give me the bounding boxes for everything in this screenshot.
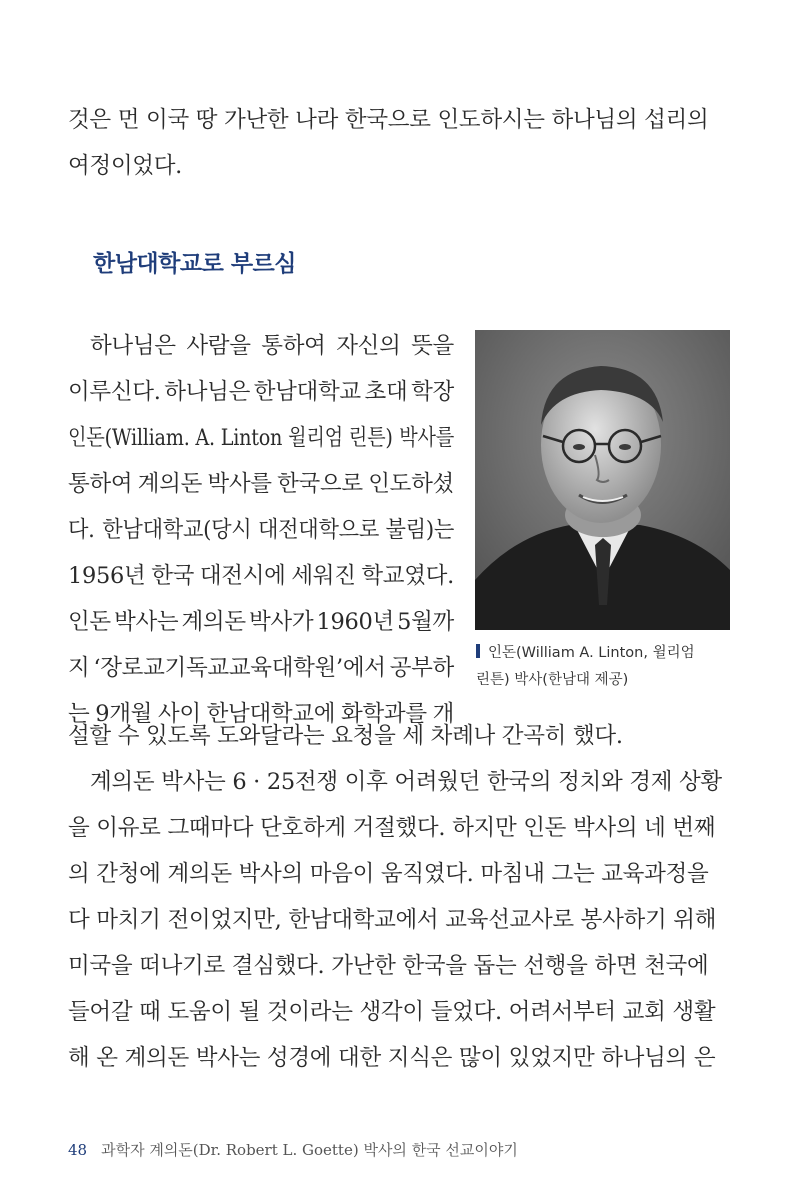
- wrapped-line: [90, 331, 454, 361]
- word: 하나님은: [90, 333, 176, 359]
- word: 사이: [157, 701, 201, 727]
- body-line: 의 간청에 계의돈 박사의 마음이 움직였다. 마침내 그는 교육과정을: [68, 861, 709, 887]
- word: 한남대학교(당시 대전대학으로 불림)는: [102, 517, 454, 543]
- portrait-illustration: [475, 330, 730, 630]
- wrapped-line: [68, 653, 454, 683]
- intro-line-2: 여정이었다.: [68, 153, 183, 179]
- photo-caption: [476, 640, 736, 694]
- word: 9개월: [95, 701, 153, 727]
- word: 인도하셨: [368, 471, 454, 497]
- wrapped-line: [68, 607, 454, 637]
- body-line: 을 이유로 그때마다 단호하게 거절했다. 하지만 인돈 박사의 네 번째: [68, 815, 716, 841]
- word: ‘장로교기독교교육대학원’에서: [93, 655, 386, 681]
- body-line: 계의돈 박사는 6 · 25전쟁 이후 어려웠던 한국의 정치와 경제 상황: [90, 769, 722, 795]
- caption-marker: [476, 644, 480, 658]
- word: 인돈(William. A. Linton 윌리엄 린튼): [68, 425, 393, 451]
- word: 한남대학교: [253, 379, 361, 405]
- word: 박사가: [248, 609, 314, 635]
- word: 한국으로: [277, 471, 363, 497]
- word: 학장: [411, 379, 454, 405]
- word: 초대: [364, 379, 408, 405]
- body-line: 해 온 계의돈 박사는 성경에 대한 지식은 많이 있었지만 하나님의 은: [68, 1045, 716, 1071]
- wrapped-line: [68, 561, 454, 591]
- word: 통하여: [261, 333, 326, 359]
- word: 박사는: [114, 609, 179, 635]
- caption-line-1: 인돈(William A. Linton, 윌리엄: [488, 645, 695, 661]
- word: 한국: [151, 563, 195, 589]
- word: 하나님은: [164, 379, 251, 405]
- word: 1960년: [316, 609, 394, 635]
- word: 5월까: [397, 609, 454, 635]
- word: 다.: [68, 517, 95, 543]
- page-footer: [68, 1139, 518, 1160]
- book-title: 과학자 계의돈(Dr. Robert L. Goette) 박사의 한국 선교이야기: [101, 1141, 518, 1159]
- body-line: 설할 수 있도록 도와달라는 요청을 세 차례나 간곡히 했다.: [68, 723, 623, 749]
- body-line: 다 마치기 전이었지만, 한남대학교에서 교육선교사로 봉사하기 위해: [68, 907, 717, 933]
- word: 지: [68, 655, 90, 681]
- wrapped-line: [68, 469, 454, 499]
- word: 세워진: [291, 563, 356, 589]
- word: 공부하: [389, 655, 454, 681]
- intro-line-1: 것은 먼 이국 땅 가난한 나라 한국으로 인도하시는 하나님의 섭리의: [68, 107, 709, 133]
- word: 인돈: [68, 609, 111, 635]
- word: 대전시에: [199, 563, 286, 589]
- body-line: 들어갈 때 도움이 될 것이라는 생각이 들었다. 어려서부터 교회 생활: [68, 999, 716, 1025]
- word: 학교였다.: [361, 563, 454, 589]
- word: 이루신다.: [68, 379, 161, 405]
- word: 개: [432, 701, 454, 727]
- caption-line-2: 린튼) 박사(한남대 제공): [476, 672, 629, 688]
- page-number: 48: [68, 1141, 88, 1159]
- wrapped-line: [68, 377, 454, 407]
- word: 박사를: [399, 425, 454, 451]
- word: 1956년: [68, 563, 146, 589]
- portrait-photo: [475, 330, 730, 630]
- word: 자신의: [336, 333, 401, 359]
- word: 계의돈: [137, 471, 203, 497]
- word: 한남대학교에: [206, 701, 336, 727]
- body-line: 미국을 떠나기로 결심했다. 가난한 한국을 돕는 선행을 하면 천국에: [68, 953, 709, 979]
- word: 는: [68, 701, 90, 727]
- word: 사람을: [186, 333, 251, 359]
- word: 화학과를: [341, 701, 427, 727]
- wrapped-line: [68, 423, 454, 453]
- section-heading: 한남대학교로 부르심: [93, 251, 296, 277]
- word: 박사를: [207, 471, 272, 497]
- word: 계의돈: [181, 609, 246, 635]
- wrapped-line: [68, 515, 454, 545]
- word: 뜻을: [411, 333, 454, 359]
- word: 통하여: [68, 471, 133, 497]
